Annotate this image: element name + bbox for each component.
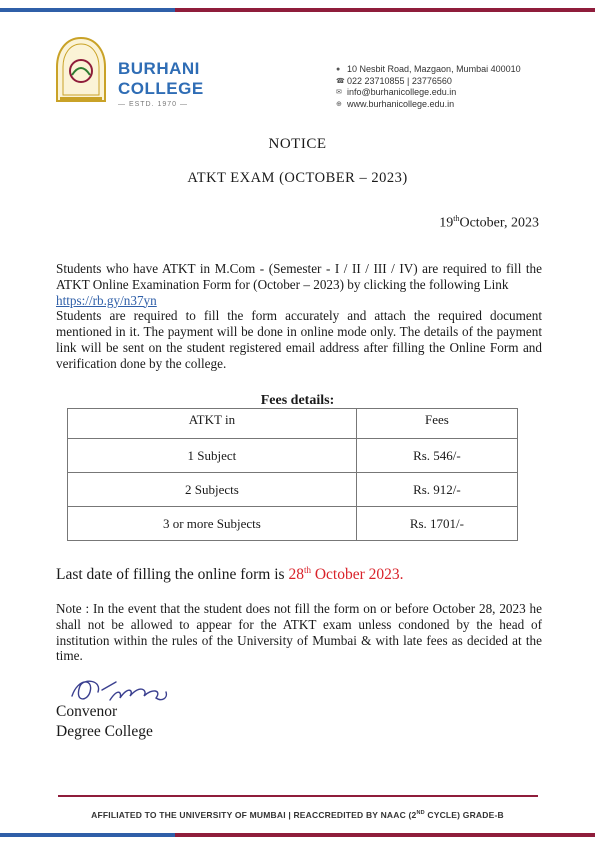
table-cell-subjects: 3 or more Subjects: [68, 507, 357, 541]
contact-phone-row: [336, 76, 521, 88]
location-pin-icon: ●: [336, 66, 341, 73]
table-cell-fee: Rs. 1701/-: [356, 507, 517, 541]
date-day: 19: [439, 215, 454, 231]
top-color-bar-blue: [0, 8, 175, 12]
details-paragraph: Students are required to fill the form accurately and attach the required document mentioned in it. The payment will be done in online mode only. The details of the payment link will be sent on the student registered email address after filling the Online Form and verification done by the college.: [56, 308, 542, 371]
last-date-line: [56, 565, 404, 584]
footer-affiliation: [0, 810, 595, 820]
notice-title: NOTICE: [268, 136, 327, 152]
table-row: [68, 507, 518, 541]
fees-heading: Fees details:: [260, 393, 335, 408]
mail-icon: ✉: [336, 89, 342, 96]
notice-date: [439, 214, 539, 232]
contact-address: 10 Nesbit Road, Mazgaon, Mumbai 400010: [347, 64, 521, 74]
college-crest-logo-icon: [52, 35, 110, 105]
date-month-year: October, 2023: [459, 215, 539, 231]
table-cell-subjects: 2 Subjects: [68, 473, 357, 507]
table-row: [68, 473, 518, 507]
signatory-department: Degree College: [56, 723, 153, 740]
contact-email[interactable]: info@burhanicollege.edu.in: [347, 87, 457, 97]
globe-icon: ⊕: [336, 100, 342, 108]
exam-title: ATKT EXAM (OCTOBER – 2023): [187, 170, 408, 186]
phone-icon: ☎: [336, 77, 345, 85]
date-suffix: th: [453, 214, 460, 223]
college-name: [118, 59, 204, 99]
intro-paragraph: Students who have ATKT in M.Com - (Semester - I / II / III / IV) are required to fill the ATKT Online Examination Form for (October – 2023) by clicking the following Link: [56, 261, 542, 292]
last-date-deadline: [288, 566, 403, 583]
contact-address-row: [336, 64, 521, 76]
table-cell-fee: Rs. 912/-: [356, 473, 517, 507]
last-date-day: 28: [288, 566, 304, 584]
bottom-color-bar-blue: [0, 833, 175, 837]
last-date-rest: October 2023.: [310, 566, 404, 584]
college-name-line1: BURHANI: [118, 59, 200, 78]
table-row: [68, 439, 518, 473]
last-date-suffix: th: [303, 565, 311, 575]
note-paragraph: Note : In the event that the student does not fill the form on or before October 28, 2023 he shall not be allowed to appear for the ATKT exam unless condoned by the head of institution within the rules of the University of Mumbai & with late fees as decided at the time.: [56, 601, 542, 664]
fees-table: [67, 408, 518, 541]
contact-website[interactable]: www.burhanicollege.edu.in: [347, 98, 455, 109]
signatory-block: [56, 702, 153, 742]
bottom-color-bar-maroon: [175, 833, 595, 837]
footer-text-sup: ND: [416, 810, 425, 817]
last-date-prefix: Last date of filling the online form is: [56, 566, 289, 584]
fees-table-header-row: [68, 409, 518, 439]
notice-body: [56, 261, 542, 372]
signatory-title: Convenor: [56, 703, 118, 720]
column-header-atkt: ATKT in: [68, 409, 357, 439]
footer-divider: [58, 795, 538, 797]
table-cell-fee: Rs. 546/-: [356, 439, 517, 473]
column-header-fees: Fees: [356, 409, 517, 439]
footer-text-part2: CYCLE) GRADE-B: [424, 810, 504, 820]
footer-text-part1: AFFILIATED TO THE UNIVERSITY OF MUMBAI | REACCREDITED BY NAAC (2: [91, 810, 417, 820]
contact-website-row: [336, 99, 521, 111]
college-name-line2: COLLEGE: [118, 79, 204, 98]
contact-block: [336, 64, 521, 110]
top-color-bar-maroon: [175, 8, 595, 12]
contact-phone: 022 23710855 | 23776560: [347, 75, 452, 86]
contact-email-row: [336, 87, 521, 99]
established-year: — ESTD. 1970 —: [118, 101, 189, 108]
exam-form-link[interactable]: https://rb.gy/n37yn: [56, 292, 157, 308]
table-cell-subjects: 1 Subject: [68, 439, 357, 473]
